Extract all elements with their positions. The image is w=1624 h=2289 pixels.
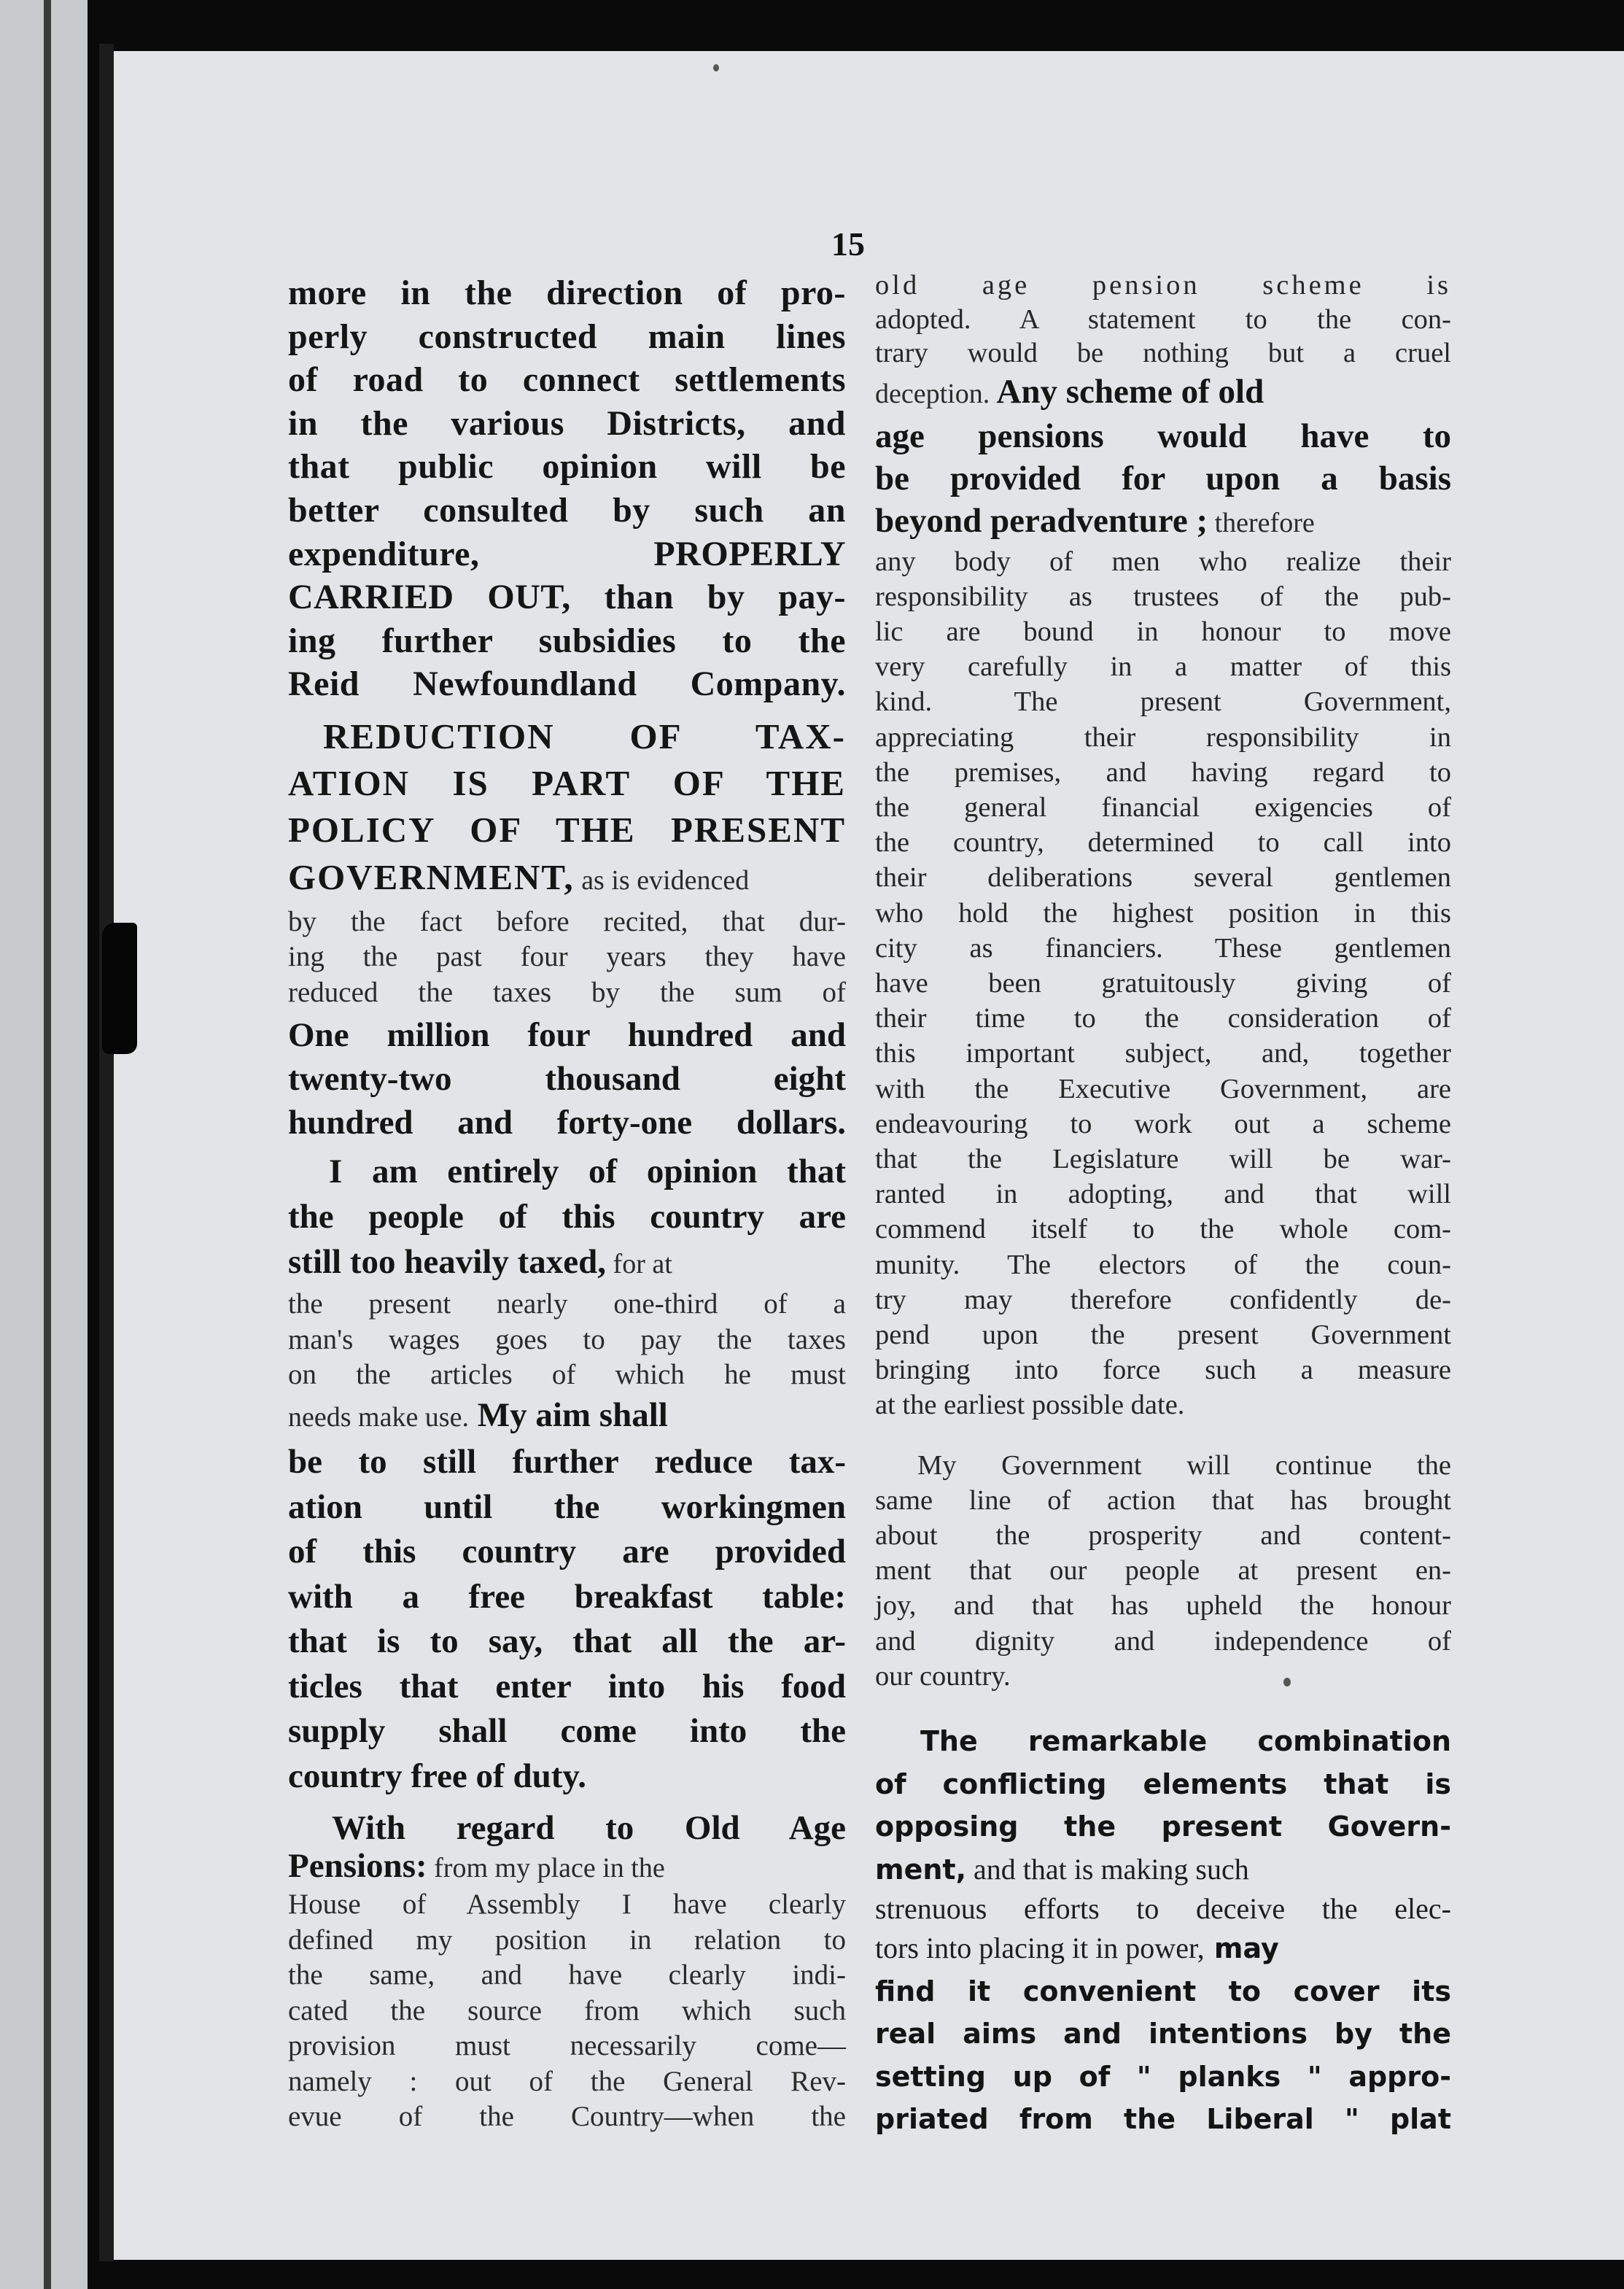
bold-run: Any scheme of old: [990, 372, 1264, 411]
binding-shadow: [44, 0, 51, 2289]
text-line: better consulted by such an: [288, 490, 846, 530]
text-line: CARRIED OUT, than by pay-: [288, 578, 846, 617]
text-line: kind. The present Government,: [875, 686, 1451, 718]
text-line: very carefully in a matter of this: [875, 651, 1451, 683]
text-line: by the fact before recited, that dur-: [288, 905, 846, 937]
right-paragraph-2: [875, 1448, 1451, 1694]
bold-run: Pensions:: [288, 1847, 427, 1886]
text-line: have been gratuitously giving of: [875, 967, 1451, 999]
text-line: pend upon the present Government: [875, 1319, 1451, 1350]
text-line: joy, and that has upheld the honour: [875, 1590, 1451, 1622]
text-line: ticles that enter into his food: [288, 1667, 846, 1705]
sans-run: may: [1204, 1932, 1279, 1964]
text-line: their deliberations several gentlemen: [875, 862, 1451, 894]
text-line: any body of men who realize their: [875, 546, 1451, 577]
text-line: of this country are provided: [288, 1533, 846, 1571]
text-line: about the prosperity and content-: [875, 1519, 1451, 1551]
text-line: city as financiers. These gentlemen: [875, 932, 1451, 964]
text-line: perly constructed main lines: [288, 317, 846, 356]
text-line: adopted. A statement to the con-: [875, 303, 1451, 335]
text-line: provision must necessarily come—: [288, 2030, 846, 2062]
text-line: with the Executive Government, are: [875, 1073, 1451, 1104]
text-line: REDUCTION OF TAX-: [323, 716, 846, 756]
text-line: the same, and have clearly indi-: [288, 1959, 846, 1991]
text-line: opposing the present Govern-: [875, 1810, 1451, 1843]
text-line: ment that our people at present en-: [875, 1555, 1451, 1587]
text-line: My Government will continue the: [917, 1449, 1451, 1481]
text-line: [288, 1847, 846, 1887]
left-paragraph-2: [288, 713, 846, 1145]
text-line: ATION IS PART OF THE: [288, 762, 846, 803]
text-line: One million four hundred and: [288, 1016, 846, 1055]
plain-run: from my place in the: [427, 1853, 665, 1884]
text-line: With regard to Old Age: [332, 1809, 846, 1848]
page-number: 15: [831, 225, 865, 263]
text-line: ranted in adopting, and that will: [875, 1179, 1451, 1210]
text-line: I am entirely of opinion that: [329, 1153, 846, 1191]
plain-run: and that is making such: [966, 1852, 1249, 1886]
plain-run: as is evidenced: [574, 864, 750, 896]
text-line: expenditure, PROPERLY: [288, 534, 846, 573]
text-line: strenuous efforts to deceive the elec-: [875, 1892, 1451, 1925]
text-line: man's wages goes to pay the taxes: [288, 1323, 846, 1355]
text-line: this important subject, and, together: [875, 1038, 1451, 1069]
text-line: defined my position in relation to: [288, 1924, 846, 1956]
text-line: bringing into force such a measure: [875, 1355, 1451, 1386]
text-line: Reid Newfoundland Company.: [288, 665, 846, 704]
text-line: responsibility as trustees of the pub-: [875, 581, 1451, 612]
text-line: try may therefore confidently de-: [875, 1284, 1451, 1315]
text-line: find it convenient to cover its: [875, 1975, 1451, 2007]
text-line: in the various Districts, and: [288, 403, 846, 443]
text-line: appreciating their responsibility in: [875, 721, 1451, 753]
text-line: twenty-two thousand eight: [288, 1060, 846, 1099]
text-line: hundred and forty-one dollars.: [288, 1104, 846, 1142]
text-line: House of Assembly I have clearly: [288, 1889, 846, 1921]
text-line: munity. The electors of the coun-: [875, 1249, 1451, 1280]
text-line: who hold the highest position in this: [875, 897, 1451, 929]
text-line: [288, 1239, 846, 1287]
text-line: of conflicting elements that is: [875, 1767, 1451, 1800]
text-line: the premises, and having regard to: [875, 756, 1451, 788]
dust-speck: [713, 64, 719, 71]
text-line: ation until the workingmen: [288, 1487, 846, 1526]
bold-run: My aim shall: [468, 1395, 668, 1434]
text-line: their time to the consideration of: [875, 1003, 1451, 1034]
text-line: on the articles of which he must: [288, 1359, 846, 1391]
text-line: with a free breakfast table:: [288, 1577, 846, 1616]
left-paragraph-1: [288, 271, 846, 706]
text-line: [288, 853, 846, 905]
text-line: of road to connect settlements: [288, 360, 846, 400]
text-line: [875, 1927, 1451, 1970]
text-line: ing the past four years they have: [288, 941, 846, 973]
plain-run: tors into placing it in power,: [875, 1932, 1205, 1964]
page-edge: [99, 44, 114, 2261]
plain-run: therefore: [1208, 507, 1315, 538]
caps-run: GOVERNMENT,: [288, 856, 575, 897]
text-line: supply shall come into the: [288, 1712, 846, 1751]
text-line: endeavouring to work out a scheme: [875, 1108, 1451, 1139]
text-line: commend itself to the whole com-: [875, 1214, 1451, 1245]
text-line: our country.: [875, 1660, 1011, 1692]
text-line: ing further subsidies to the: [288, 621, 846, 660]
bold-run: beyond peradventure ;: [875, 501, 1208, 540]
text-line: the present nearly one-third of a: [288, 1288, 846, 1320]
text-line: priated from the Liberal " plat: [875, 2103, 1451, 2135]
text-line: lic are bound in honour to move: [875, 616, 1451, 647]
text-line: the general financial exigencies of: [875, 791, 1451, 823]
text-line: real aims and intentions by the: [875, 2018, 1451, 2050]
text-line: [288, 1393, 846, 1441]
text-line: same line of action that has brought: [875, 1484, 1451, 1516]
text-line: reduced the taxes by the sum of: [288, 976, 846, 1008]
binding-blot: [102, 923, 137, 1054]
sans-run: ment,: [875, 1853, 967, 1886]
text-line: namely : out of the General Rev-: [288, 2065, 846, 2097]
text-line: setting up of " planks " appro-: [875, 2060, 1451, 2093]
text-line: old age pension scheme is: [875, 270, 1451, 301]
text-line: age pensions would have to: [875, 417, 1451, 455]
text-line: trary would be nothing but a cruel: [875, 338, 1451, 368]
plain-run: deception.: [875, 378, 990, 409]
text-line: [875, 1848, 1451, 1891]
text-line: more in the direction of pro-: [288, 274, 846, 312]
text-line: the people of this country are: [288, 1198, 846, 1236]
text-line: evue of the Country—when the: [288, 2101, 846, 2133]
text-line: be provided for upon a basis: [875, 459, 1451, 497]
text-line: [875, 371, 1451, 415]
text-line: that the Legislature will be war-: [875, 1143, 1451, 1174]
text-line: POLICY OF THE PRESENT: [288, 809, 846, 850]
left-paragraph-3: [288, 1149, 846, 1799]
text-line: cated the source from which such: [288, 1994, 846, 2026]
text-line: and dignity and independence of: [875, 1625, 1451, 1657]
text-line: be to still further reduce tax-: [288, 1443, 846, 1482]
plain-run: needs make use.: [288, 1401, 469, 1433]
left-paragraph-4: [288, 1809, 846, 2135]
text-line: that is to say, that all the ar-: [288, 1622, 846, 1661]
left-column: [288, 271, 846, 2135]
text-line: country free of duty.: [288, 1757, 587, 1795]
bold-run: still too heavily taxed,: [288, 1243, 607, 1282]
right-paragraph-1: [875, 268, 1451, 1423]
right-paragraph-3: [875, 1720, 1451, 2141]
text-line: The remarkable combination: [920, 1725, 1451, 1757]
text-line: the country, determined to call into: [875, 827, 1451, 859]
text-line: that public opinion will be: [288, 447, 846, 487]
text-line: at the earliest possible date.: [875, 1390, 1185, 1421]
plain-run: for at: [606, 1249, 672, 1280]
right-column: [875, 268, 1451, 2141]
text-line: [875, 500, 1451, 544]
